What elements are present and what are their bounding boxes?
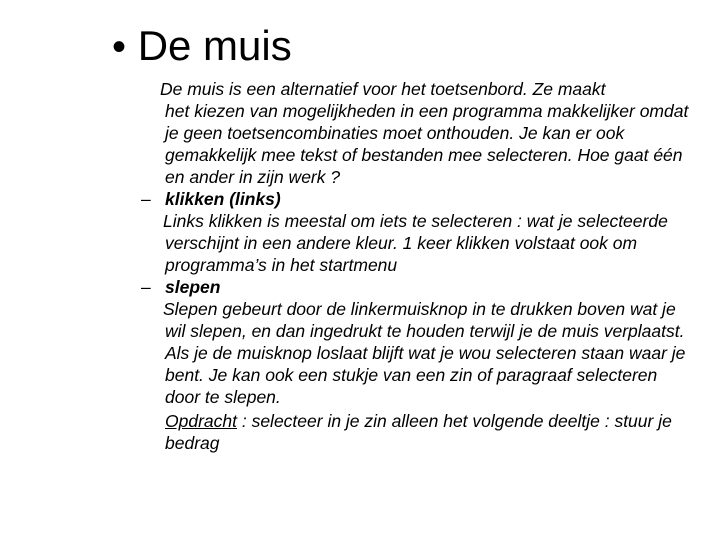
sub-item-text: [151, 210, 691, 276]
sub-item-text-content: Slepen gebeurt door de linkermuisknop in te drukken boven wat je wil slepen, en dan ingedrukt te houden terwijl je de muis verplaatst. Als je de muisknop loslaat blijft wat je wou selecteren staan waar je bent. Je kan ook een stukje van een zin of paragraaf selecteren door te slepen.: [163, 299, 686, 407]
task-label: Opdracht: [165, 411, 237, 431]
sub-item-heading-text: klikken (links): [165, 189, 281, 209]
sub-item-heading-text: slepen: [165, 277, 221, 297]
sub-item-heading: [141, 188, 691, 210]
sub-item-text: [151, 298, 691, 408]
slide-title: [112, 20, 292, 73]
intro-rest: het kiezen van mogelijkheden in een programma makkelijker omdat je geen toetsencombinaties moet onthouden. Je kan er ook gemakkelijk mee tekst of bestanden mee selecteren. Hoe gaat één en ander in zijn werk ?: [165, 101, 689, 187]
title-text: De muis: [137, 22, 292, 69]
sub-item-klikken: [141, 188, 691, 276]
intro-paragraph: [151, 78, 691, 188]
task-line: [151, 410, 691, 454]
dash-bullet: –: [141, 277, 151, 297]
sub-item-text-content: Links klikken is meestal om iets te selecteren : wat je selecteerde verschijnt in een andere kleur. 1 keer klikken volstaat ook om programma’s in het startmenu: [163, 211, 668, 275]
sub-item-heading: [141, 276, 691, 298]
title-bullet: •: [112, 25, 127, 69]
sub-item-slepen: [141, 276, 691, 454]
task-text: : selecteer in je zin alleen het volgende deeltje : stuur je bedrag: [165, 411, 672, 453]
dash-bullet: –: [141, 189, 151, 209]
intro-first-line: De muis is een alternatief voor het toetsenbord. Ze maakt: [160, 79, 606, 99]
slide-body: [141, 78, 691, 454]
